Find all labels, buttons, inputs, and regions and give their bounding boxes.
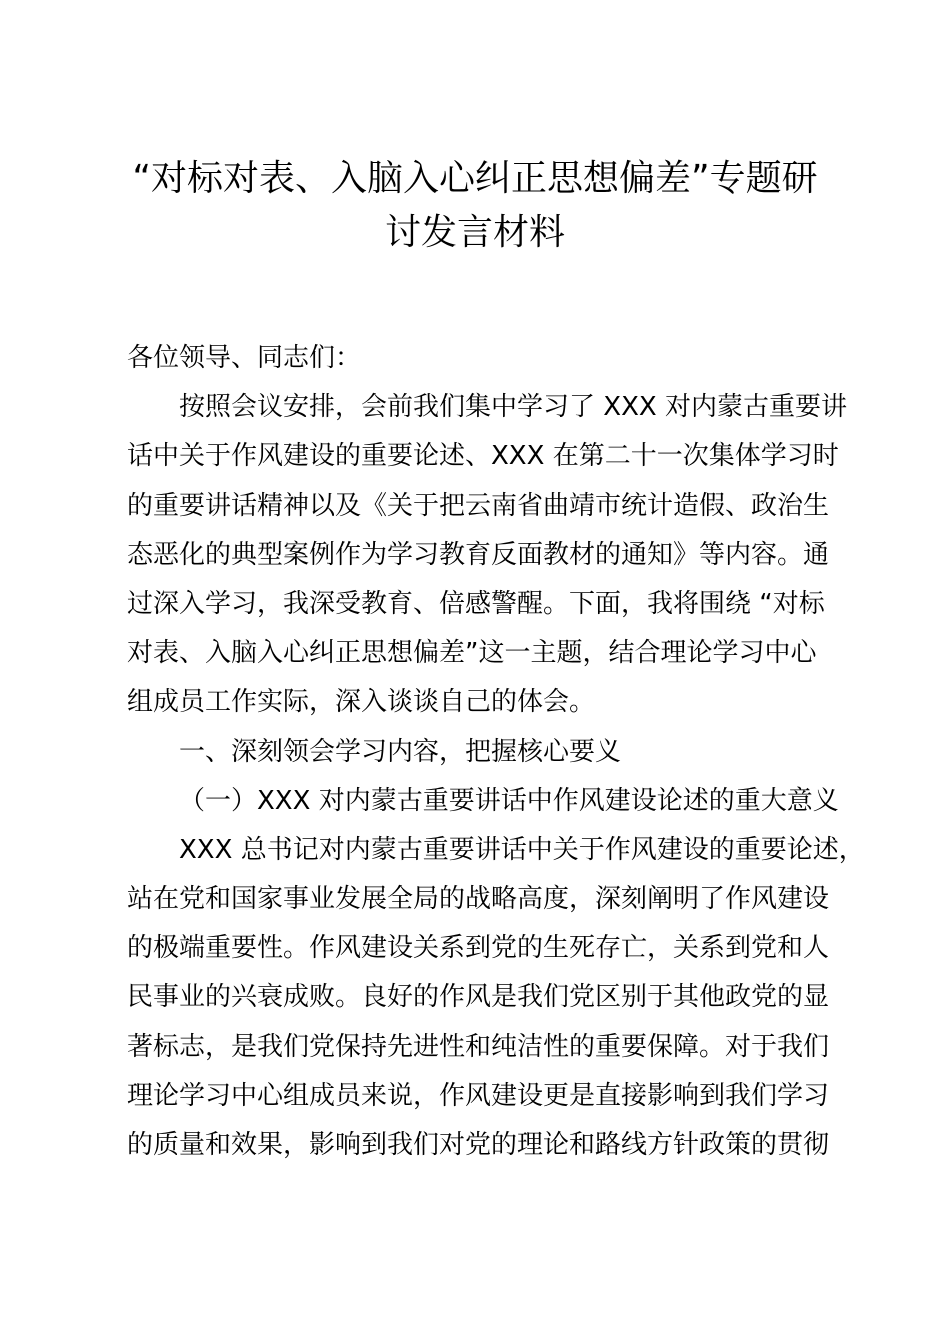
paragraph-line: 对表、入脑入心纠正思想偏差”这一主题，结合理论学习中心: [127, 638, 817, 669]
paragraph-line: 过深入学习，我深受教育、倍感警醒。下面，我将围绕 “对标: [127, 588, 825, 619]
title-line: “对标对表、入脑入心纠正思想偏差”专题研: [132, 158, 818, 199]
document-title: [110, 152, 840, 260]
paragraph-line: 态恶化的典型案例作为学习教育反面教材的通知》等内容。通: [127, 539, 830, 570]
section-heading: 一、深刻领会学习内容，把握核心要义: [179, 736, 622, 767]
salutation: 各位领导、同志们：: [127, 343, 362, 373]
subsection-heading: （一）XXX 对内蒙古重要讲话中作风建设论述的重大意义: [179, 785, 839, 816]
paragraph-line: 理论学习中心组成员来说，作风建设更是直接影响到我们学习: [127, 1080, 830, 1111]
paragraph-line: 著标志，是我们党保持先进性和纯洁性的重要保障。对于我们: [127, 1031, 830, 1062]
document-body: [127, 334, 865, 1170]
title-line: 讨发言材料: [384, 212, 565, 253]
paragraph-line: 民事业的兴衰成败。良好的作风是我们党区别于其他政党的显: [127, 982, 830, 1013]
paragraph-line: 话中关于作风建设的重要论述、XXX 在第二十一次集体学习时: [127, 441, 839, 472]
paragraph-line: 按照会议安排，会前我们集中学习了 XXX 对内蒙古重要讲: [179, 392, 847, 423]
paragraph-line: 的重要讲话精神以及《关于把云南省曲靖市统计造假、政治生: [127, 490, 830, 521]
paragraph-line: 站在党和国家事业发展全局的战略高度，深刻阐明了作风建设: [127, 884, 830, 915]
paragraph-line: 的质量和效果，影响到我们对党的理论和路线方针政策的贯彻: [127, 1130, 830, 1160]
paragraph-line: XXX 总书记对内蒙古重要讲话中关于作风建设的重要论述，: [179, 834, 865, 865]
paragraph-line: 组成员工作实际，深入谈谈自己的体会。: [127, 687, 596, 718]
paragraph-line: 的极端重要性。作风建设关系到党的生死存亡，关系到党和人: [127, 933, 830, 964]
